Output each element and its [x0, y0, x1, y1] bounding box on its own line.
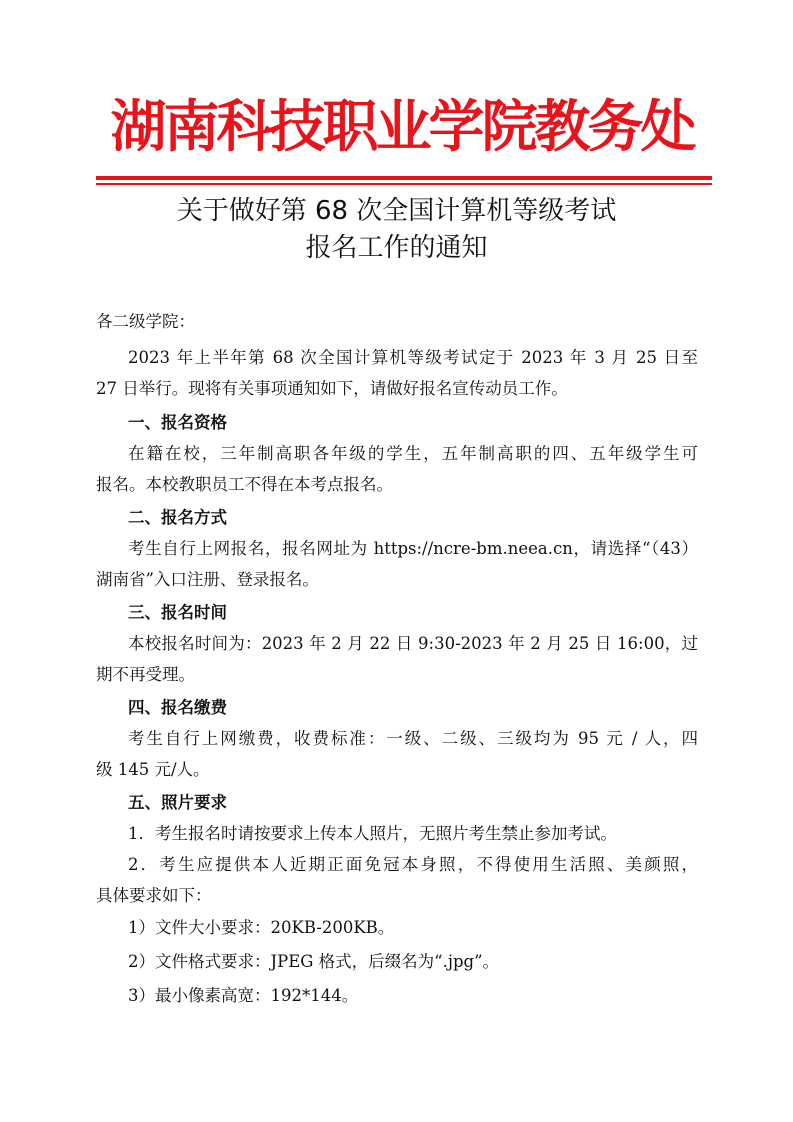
section-heading-eligibility: 一、报名资格	[128, 413, 227, 432]
section-heading-time: 三、报名时间	[128, 603, 227, 622]
time-line-2: 期不再受理。	[96, 665, 195, 684]
photo-size-requirement: 1）文件大小要求：20KB-200KB。	[128, 918, 395, 937]
photo-format-requirement: 2）文件格式要求：JPEG 格式，后缀名为“.jpg”。	[128, 952, 500, 971]
section-heading-fee: 四、报名缴费	[128, 698, 227, 717]
eligibility-line-2: 报名。本校教职员工不得在本考点报名。	[96, 475, 393, 494]
fee-line-1: 考生自行上网缴费，收费标准：一级、二级、三级均为 95 元 / 人，四	[128, 729, 698, 748]
photo-line-3: 具体要求如下：	[96, 886, 212, 905]
photo-pixel-requirement: 3）最小像素高宽：192*144。	[128, 986, 359, 1005]
header-rule-thick	[96, 176, 712, 180]
time-line-1: 本校报名时间为：2023 年 2 月 22 日 9:30-2023 年 2 月 25 日 16:00，过	[128, 634, 698, 653]
photo-line-1: 1．考生报名时请按要求上传本人照片，无照片考生禁止参加考试。	[128, 824, 617, 843]
salutation: 各二级学院：	[96, 312, 195, 331]
intro-line-1: 2023 年上半年第 68 次全国计算机等级考试定于 2023 年 3 月 25 日至	[128, 348, 698, 367]
method-line-2: 湖南省”入口注册、登录报名。	[96, 570, 319, 589]
header-rule-thin	[96, 183, 712, 185]
fee-line-2: 级 145 元/人。	[96, 760, 210, 779]
eligibility-line-1: 在籍在校，三年制高职各年级的学生，五年制高职的四、五年级学生可	[128, 444, 698, 463]
org-header-title: 湖南科技职业学院教务处	[110, 95, 694, 160]
notice-title-line-2: 报名工作的通知	[305, 233, 488, 263]
intro-line-2: 27 日举行。现将有关事项通知如下，请做好报名宣传动员工作。	[96, 379, 568, 398]
photo-line-2: 2．考生应提供本人近期正面免冠本身照，不得使用生活照、美颜照，	[128, 855, 698, 874]
notice-title-line-1: 关于做好第 68 次全国计算机等级考试	[176, 196, 617, 226]
section-heading-method: 二、报名方式	[128, 508, 227, 527]
method-line-1: 考生自行上网报名，报名网址为 https://ncre-bm.neea.cn，请选择“（43）	[128, 539, 698, 558]
section-heading-photo: 五、照片要求	[128, 793, 227, 812]
